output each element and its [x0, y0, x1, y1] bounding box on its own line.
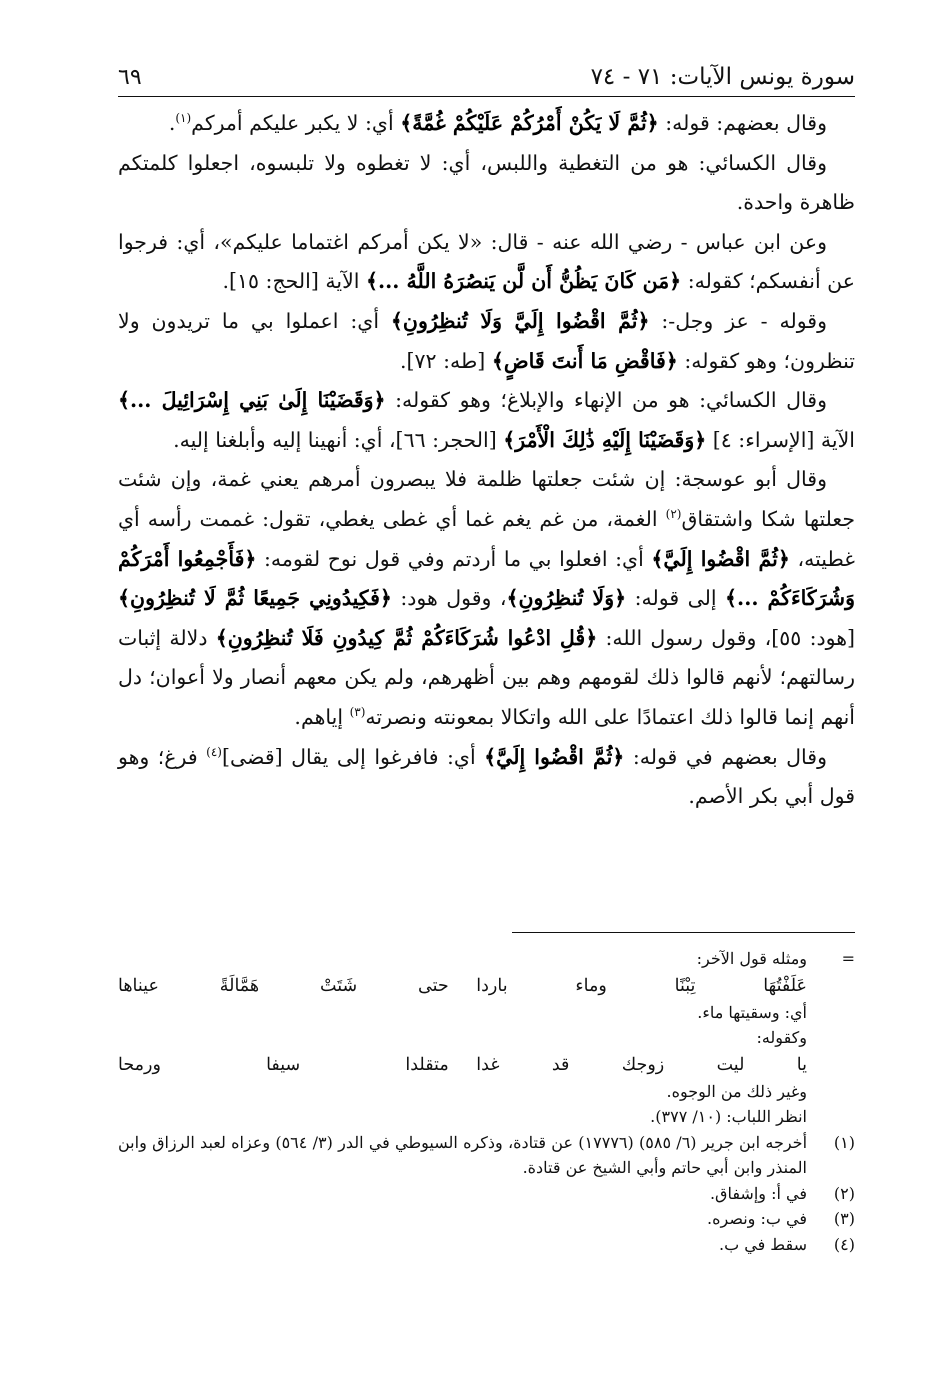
- paragraph-text: إياهم.: [294, 704, 350, 729]
- footnote-ref: (٣): [349, 705, 366, 720]
- footnote-number: (٢): [833, 1183, 855, 1203]
- continuation-mark: =: [841, 949, 855, 968]
- paragraph-text: الآية [الحج: ١٥].: [222, 269, 366, 294]
- quran-verse: ﴿وَقَضَيْنَا إِلَىٰ بَنِي إِسْرَائِيلَ ...﴾: [118, 388, 386, 413]
- paragraph-7: [118, 738, 855, 817]
- paragraph-text: أي: فافرغوا إلى يقال [قضى]: [221, 744, 485, 769]
- footnote-1: [118, 1130, 855, 1181]
- footnote-text: في ب: ونصره.: [707, 1209, 807, 1228]
- footnotes: [118, 946, 855, 1257]
- footnote-number: (٤): [833, 1234, 855, 1254]
- paragraph-text: [الحجر: ٦٦]، أي: أنهينا إليه وأبلغنا إليه.: [173, 427, 504, 452]
- paragraph-6: [118, 460, 855, 737]
- paragraph-text: وعن ابن عباس - رضي الله عنه - قال: «لا يكن أمركم اغتماما عليكم»، أي: فرجوا عن أنفسكم؛ كقوله:: [118, 229, 855, 294]
- quran-verse: ﴿فَكِيدُونِي جَمِيعًا ثُمَّ لَا تُنظِرُونِ﴾: [118, 586, 392, 611]
- footnote-text-line: وكقوله:: [756, 1028, 807, 1047]
- hemistich-right: عَلَفْتُهَا تِبْنًا وماء باردا: [476, 975, 807, 996]
- paragraph-text: .: [168, 111, 176, 135]
- paragraph-1: [118, 104, 855, 144]
- paragraph-text: الآية [الإسراء: ٤]: [706, 427, 855, 452]
- quran-verse: ﴿وَقَضَيْنَا إِلَيْهِ ذَٰلِكَ الْأَمْرَ﴾: [503, 427, 707, 452]
- paragraph-text: وقال الكسائي: هو من التغطية واللبس، أي: لا تغطوه ولا تلبسوه، اجعلوا كلمتكم ظاهرة واحدة.: [118, 150, 855, 215]
- paragraph-text: وقال أبو عوسجة: إن شئت جعلتها ظلمة فلا يبصرون أمرهم يعني غمة، وإن شئت جعلتها شكا واشتقاق: [118, 467, 855, 531]
- quran-verse: ﴿فَأَجْمِعُوا أَمْرَكُمْ وَشُرَكَاءَكُمْ ...﴾: [118, 546, 855, 611]
- quran-verse: ﴿ثُمَّ اقْضُوا إِلَيَّ وَلَا تُنظِرُونِ﴾: [390, 308, 650, 333]
- footnote-continuation-line: [118, 946, 855, 972]
- quran-verse: ﴿مَن كَانَ يَظُنُّ أَن لَّن يَنصُرَهُ اللَّهُ ...﴾: [365, 269, 682, 294]
- paragraph-text: وقال بعضهم في قوله:: [624, 744, 828, 769]
- footnote-4: [118, 1232, 855, 1258]
- running-title: سورة يونس الآيات: ٧١ - ٧٤: [590, 64, 855, 90]
- footnote-ref: (٤): [206, 744, 222, 759]
- paragraph-text: وقال بعضهم: قوله:: [658, 111, 827, 135]
- hemistich-left: متقلدا سيفا ورمحا: [118, 1054, 449, 1075]
- footnote-separator: [512, 932, 855, 933]
- paragraph-4: [118, 302, 855, 381]
- footnote-3: [118, 1206, 855, 1232]
- main-text: [118, 104, 855, 817]
- footnote-text-line: وغير ذلك من الوجوه.: [666, 1081, 807, 1101]
- poetry-verse-1: [118, 972, 855, 1000]
- paragraph-text: فرغ؛ وهو قول أبي بكر الأصم.: [118, 744, 855, 809]
- paragraph-text: وقال الكسائي: هو من الإنهاء والإبلاغ؛ وهو كقوله:: [385, 388, 827, 413]
- paragraph-text: [طه: ٧٢].: [400, 348, 492, 373]
- quran-verse: ﴿وَلَا تُنظِرُونِ﴾: [506, 586, 627, 611]
- footnote-2: [118, 1181, 855, 1207]
- paragraph-text: أي: افعلوا بي ما أردتم وفي قول نوح لقومه:: [256, 546, 652, 571]
- paragraph-3: [118, 223, 855, 302]
- paragraph-5: [118, 381, 855, 460]
- quran-verse: ﴿فَاقْضِ مَا أَنتَ قَاضٍ﴾: [491, 348, 678, 373]
- footnote-text: ومثله قول الآخر:: [696, 949, 807, 968]
- poetry-verse-2: [118, 1051, 855, 1079]
- hemistich-right: يا ليت زوجك قد غدا: [476, 1054, 807, 1075]
- paragraph-text: دلالة إثبات رسالتهم؛ لأنهم قالوا ذلك لقومهم وهم بين أظهرهم، ولم يكن معهم أنصار ولا أعوان؛ دل أنهم إنما قالوا ذلك اعتمادًا على الله واتكالا بمعونته ونصرته: [118, 625, 855, 729]
- footnote-text: في أ: وإشفاق.: [709, 1183, 807, 1203]
- quran-verse: ﴿ثُمَّ اقْضُوا إِلَيَّ﴾: [484, 744, 625, 769]
- footnote-text-line: أي: وسقيتها ماء.: [697, 1002, 807, 1022]
- paragraph-text: الغمة، من غم يغم غما أي غطى يغطي، تقول: غممت رأسه أي غطيته،: [118, 506, 855, 571]
- footnote-number: (٣): [833, 1209, 855, 1228]
- paragraph-text: أي: اعملوا بي ما تريدون ولا تنظرون؛ وهو كقوله:: [118, 308, 855, 373]
- footnote-ref: (٢): [665, 507, 682, 522]
- quran-verse: ﴿قُلِ ادْعُوا شُرَكَاءَكُمْ ثُمَّ كِيدُونِ فَلَا تُنظِرُونِ﴾: [215, 625, 598, 650]
- footnote-ref: (١): [175, 111, 192, 126]
- footnote-text: أخرجه ابن جرير (٦/ ٥٨٥) (١٧٧٧٦) عن قتادة، وذكره السيوطي في الدر (٣/ ٥٦٤) وعزاه لعبد الرزاق وابن المنذر وابن أبي حاتم وأبي الشيخ عن قتادة.: [118, 1132, 808, 1177]
- quran-verse: ﴿ثُمَّ لَا يَكُنْ أَمْرُكُمْ عَلَيْكُمْ غُمَّةً﴾: [400, 111, 659, 135]
- footnote-text: سقط في ب.: [719, 1234, 807, 1254]
- paragraph-text: أي: لا يكبر عليكم أمركم: [191, 111, 401, 135]
- paragraph-text: إلى قوله:: [626, 586, 726, 611]
- footnote-text-line: انظر اللباب: (١٠/ ٣٧٧).: [650, 1107, 807, 1126]
- quran-verse: ﴿ثُمَّ اقْضُوا إِلَيَّ﴾: [651, 546, 790, 571]
- hemistich-left: حتى شَتَتْ هَمَّالَةً عيناها: [118, 975, 449, 996]
- paragraph-text: [هود: ٥٥]، وقول رسول الله:: [597, 625, 856, 650]
- paragraph-2: [118, 144, 855, 223]
- page-number: ٦٩: [118, 64, 142, 90]
- footnote-number: (١): [833, 1132, 855, 1152]
- paragraph-text: ، وقول هود:: [391, 586, 507, 611]
- paragraph-text: وقوله - عز وجل-:: [649, 308, 827, 333]
- running-header: [118, 58, 855, 97]
